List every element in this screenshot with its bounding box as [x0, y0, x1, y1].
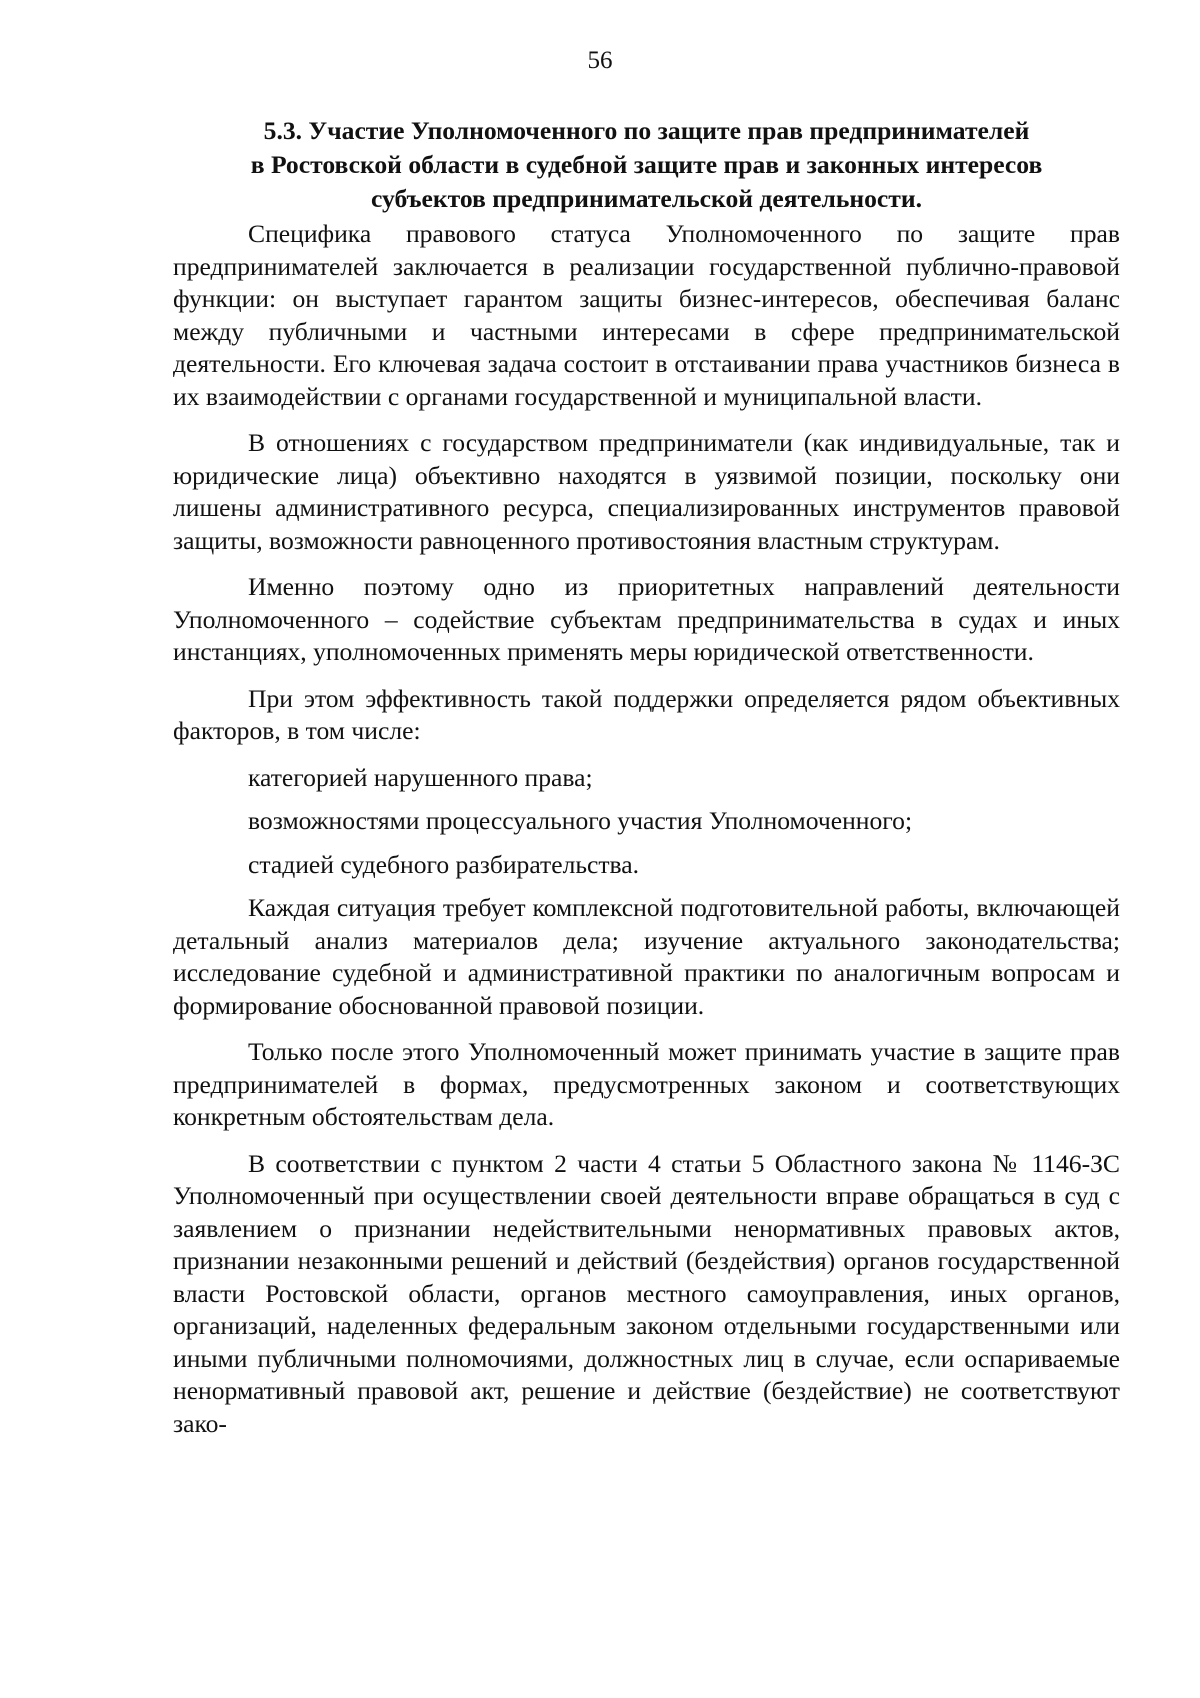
list-item: возможностями процессуального участия Уполномоченного; [248, 806, 913, 835]
list-item: категорией нарушенного права; [248, 762, 593, 792]
paragraph: Именно поэтому одно из приоритетных направлений деятельности Уполномоченного – содействие субъектам предпринимательства в судах и иных инстанциях, уполномоченных применять меры юридической ответственности. [173, 572, 1120, 666]
paragraph: При этом эффективность такой поддержки определяется рядом объективных факторов, в том числе: [173, 683, 1120, 745]
section-heading [173, 114, 1120, 216]
page-number: 56 [587, 47, 613, 74]
page-content [173, 114, 1120, 1454]
heading-line: 5.3. Участие Уполномоченного по защите прав предпринимателей [263, 116, 1030, 145]
paragraph: В соответствии с пунктом 2 части 4 статьи 5 Областного закона № 1146-ЗС Уполномоченный при осуществлении своей деятельности вправе обращаться в суд с заявлением о признании недействительными ненормативных правовых актов, признании незаконными решений и действий (бездействия) органов государственной власти Ростовской области, органов местного самоуправления, иных органов, организаций, наделенных федеральным законом отдельными государственными или иными публичными полномочиями, должностных лиц в случае, если оспариваемые ненормативный правовой акт, решение и действие (бездействие) не соответствуют зако- [173, 1148, 1120, 1438]
paragraph: Каждая ситуация требует комплексной подготовительной работы, включающей детальный анализ материалов дела; изучение актуального законодательства; исследование судебной и административной практики по аналогичным вопросам и формирование обоснованной правовой позиции. [173, 893, 1120, 1020]
heading-line: в Ростовской области в судебной защите прав и законных интересов [250, 150, 1043, 179]
heading-line: субъектов предпринимательской деятельности. [371, 184, 922, 213]
list-item: стадией судебного разбирательства. [248, 849, 640, 879]
paragraph: Только после этого Уполномоченный может принимать участие в защите прав предпринимателей в формах, предусмотренных законом и соответствующих конкретным обстоятельствам дела. [173, 1037, 1120, 1131]
paragraph: Специфика правового статуса Уполномоченного по защите прав предпринимателей заключается в реализации государственной публично-правовой функции: он выступает гарантом защиты бизнес-интересов, обеспечивая баланс между публичными и частными интересами в сфере предпринимательской деятельности. Его ключевая задача состоит в отстаивании права участников бизнеса в их взаимодействии с органами государственной и муниципальной власти. [173, 219, 1120, 411]
paragraph: В отношениях с государством предприниматели (как индивидуальные, так и юридические лица) объективно находятся в уязвимой позиции, поскольку они лишены административного ресурса, специализированных инструментов правовой защиты, возможности равноценного противостояния властным структурам. [173, 428, 1120, 555]
